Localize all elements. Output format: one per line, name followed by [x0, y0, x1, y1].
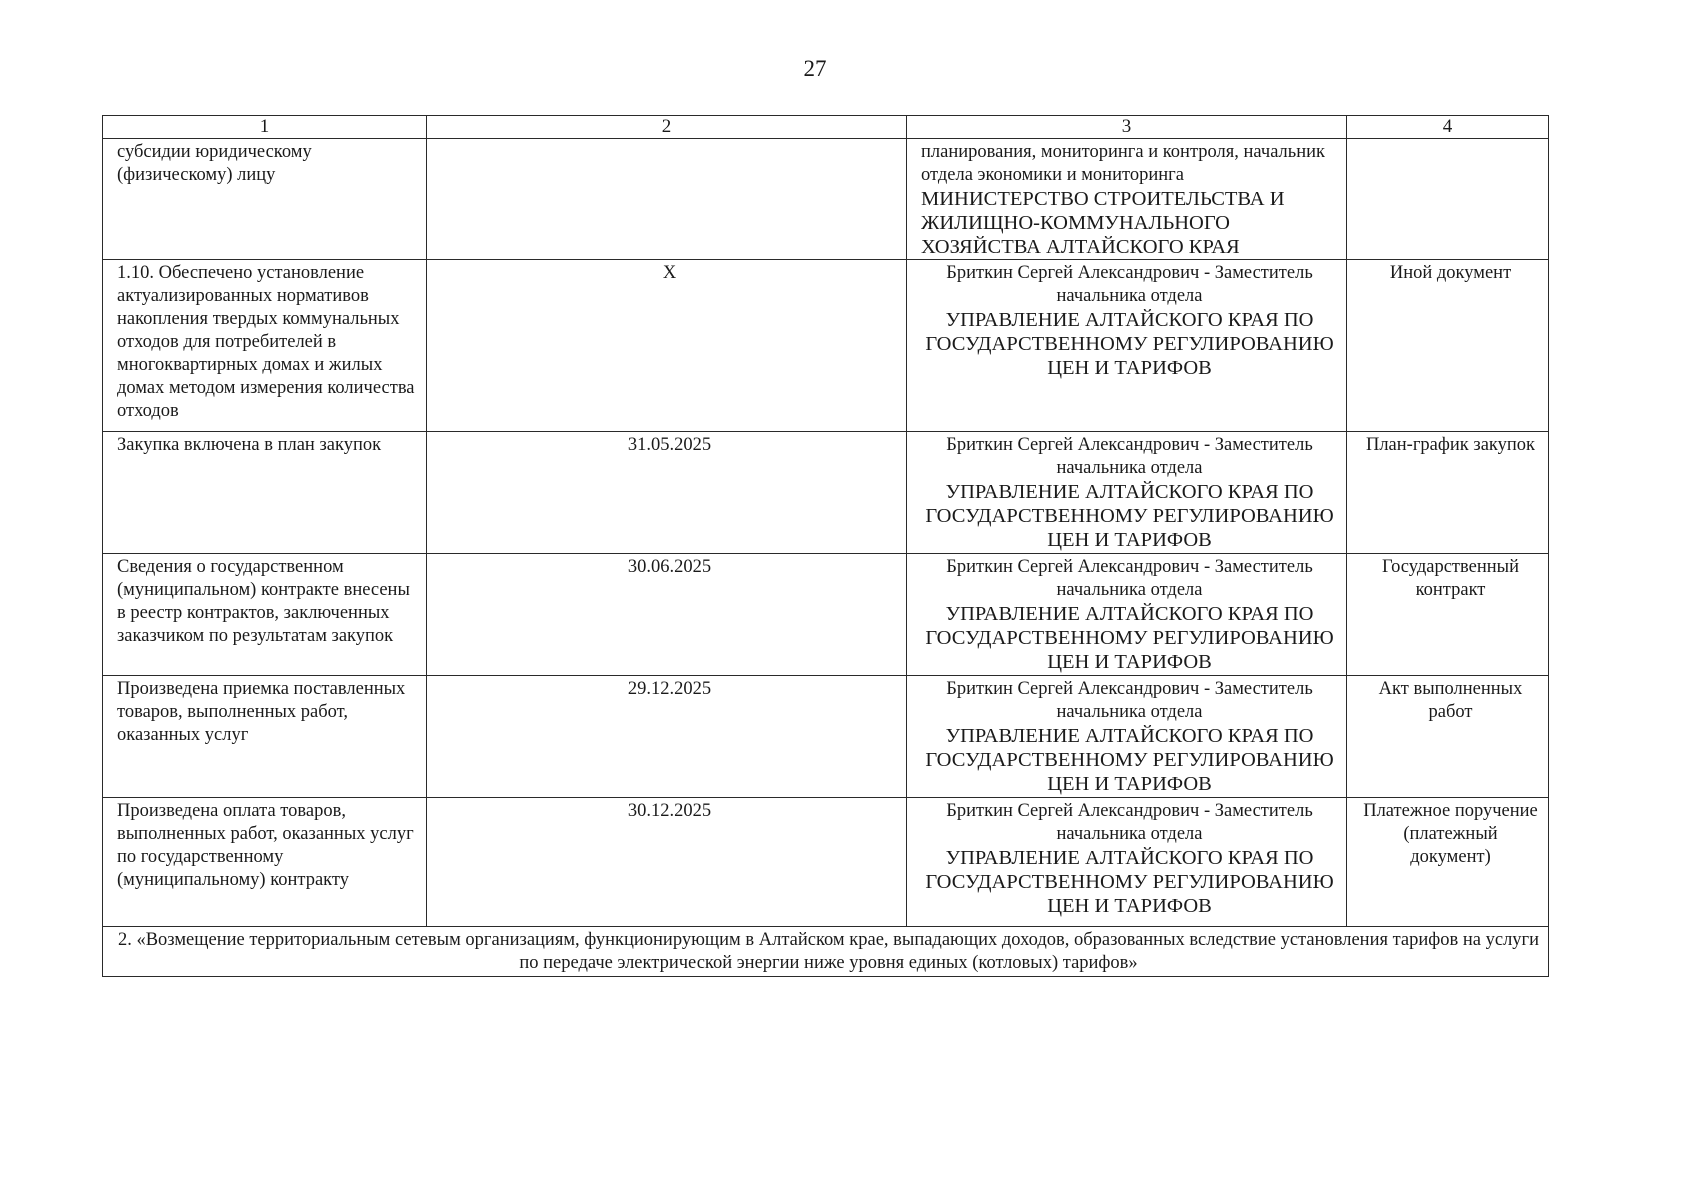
responsible-cell [907, 798, 1347, 927]
column-header: 1 [103, 116, 427, 139]
table-row [103, 798, 1549, 927]
responsible-person: Бриткин Сергей Александрович - Заместитель начальника отдела [946, 801, 1313, 844]
date-cell: 31.05.2025 [427, 432, 907, 554]
responsible-person: Бриткин Сергей Александрович - Заместитель начальника отдела [946, 679, 1313, 722]
document-type-cell: План-график закупок [1347, 432, 1549, 554]
responsible-person: планирования, мониторинга и контроля, начальник отдела экономики и мониторинга [921, 142, 1326, 185]
responsible-person: Бриткин Сергей Александрович - Заместитель начальника отдела [946, 557, 1313, 600]
responsible-cell [907, 139, 1347, 260]
responsible-cell [907, 554, 1347, 676]
responsible-cell [907, 432, 1347, 554]
date-cell: 30.12.2025 [427, 798, 907, 927]
document-type-cell: Акт выполненных работ [1347, 676, 1549, 798]
date-cell: 30.06.2025 [427, 554, 907, 676]
table-row [103, 139, 1549, 260]
date-cell [427, 139, 907, 260]
table-row [103, 676, 1549, 798]
section-row [103, 927, 1549, 977]
event-name-cell: Произведена приемка поставленных товаров, выполненных работ, оказанных услуг [103, 676, 427, 798]
event-name-cell: 1.10. Обеспечено установление актуализированных нормативов накопления твердых коммунальных отходов для потребителей в многоквартирных домах и жилых домах методом измерения количества отходов [103, 260, 427, 432]
column-header: 4 [1347, 116, 1549, 139]
responsible-organization: УПРАВЛЕНИЕ АЛТАЙСКОГО КРАЯ ПО ГОСУДАРСТВЕННОМУ РЕГУЛИРОВАНИЮ ЦЕН И ТАРИФОВ [925, 481, 1334, 551]
document-type-cell [1347, 139, 1549, 260]
page-number: 27 [803, 56, 827, 81]
column-header: 2 [427, 116, 907, 139]
responsible-organization: УПРАВЛЕНИЕ АЛТАЙСКОГО КРАЯ ПО ГОСУДАРСТВЕННОМУ РЕГУЛИРОВАНИЮ ЦЕН И ТАРИФОВ [925, 603, 1334, 673]
responsible-organization: УПРАВЛЕНИЕ АЛТАЙСКОГО КРАЯ ПО ГОСУДАРСТВЕННОМУ РЕГУЛИРОВАНИЮ ЦЕН И ТАРИФОВ [925, 725, 1334, 795]
table-row [103, 432, 1549, 554]
document-type-cell: Иной документ [1347, 260, 1549, 432]
section-title: 2. «Возмещение территориальным сетевым организациям, функционирующим в Алтайском крае, выпадающих доходов, образованных вследствие установления тарифов на услуги по передаче электрической энергии ниже уровня единых (котловых) тарифов» [103, 927, 1549, 977]
column-header: 3 [907, 116, 1347, 139]
responsible-organization: УПРАВЛЕНИЕ АЛТАЙСКОГО КРАЯ ПО ГОСУДАРСТВЕННОМУ РЕГУЛИРОВАНИЮ ЦЕН И ТАРИФОВ [925, 309, 1334, 379]
table-header-row [103, 116, 1549, 139]
date-cell: 29.12.2025 [427, 676, 907, 798]
responsible-person: Бриткин Сергей Александрович - Заместитель начальника отдела [946, 435, 1313, 478]
date-cell: X [427, 260, 907, 432]
table-row [103, 260, 1549, 432]
event-name-cell: Сведения о государственном (муниципальном) контракте внесены в реестр контрактов, заключенных заказчиком по результатам закупок [103, 554, 427, 676]
responsible-organization: УПРАВЛЕНИЕ АЛТАЙСКОГО КРАЯ ПО ГОСУДАРСТВЕННОМУ РЕГУЛИРОВАНИЮ ЦЕН И ТАРИФОВ [925, 847, 1334, 917]
responsible-cell [907, 260, 1347, 432]
table-row [103, 554, 1549, 676]
document-type-cell: Платежное поручение (платежный документ) [1347, 798, 1549, 927]
event-name-cell: Закупка включена в план закупок [103, 432, 427, 554]
responsible-person: Бриткин Сергей Александрович - Заместитель начальника отдела [946, 263, 1313, 306]
event-name-cell: Произведена оплата товаров, выполненных работ, оказанных услуг по государственному (муниципальному) контракту [103, 798, 427, 927]
measures-table [102, 115, 1549, 977]
responsible-cell [907, 676, 1347, 798]
event-name-cell: субсидии юридическому (физическому) лицу [103, 139, 427, 260]
responsible-organization: МИНИСТЕРСТВО СТРОИТЕЛЬСТВА И ЖИЛИЩНО-КОММУНАЛЬНОГО ХОЗЯЙСТВА АЛТАЙСКОГО КРАЯ [921, 188, 1285, 258]
document-type-cell: Государственный контракт [1347, 554, 1549, 676]
